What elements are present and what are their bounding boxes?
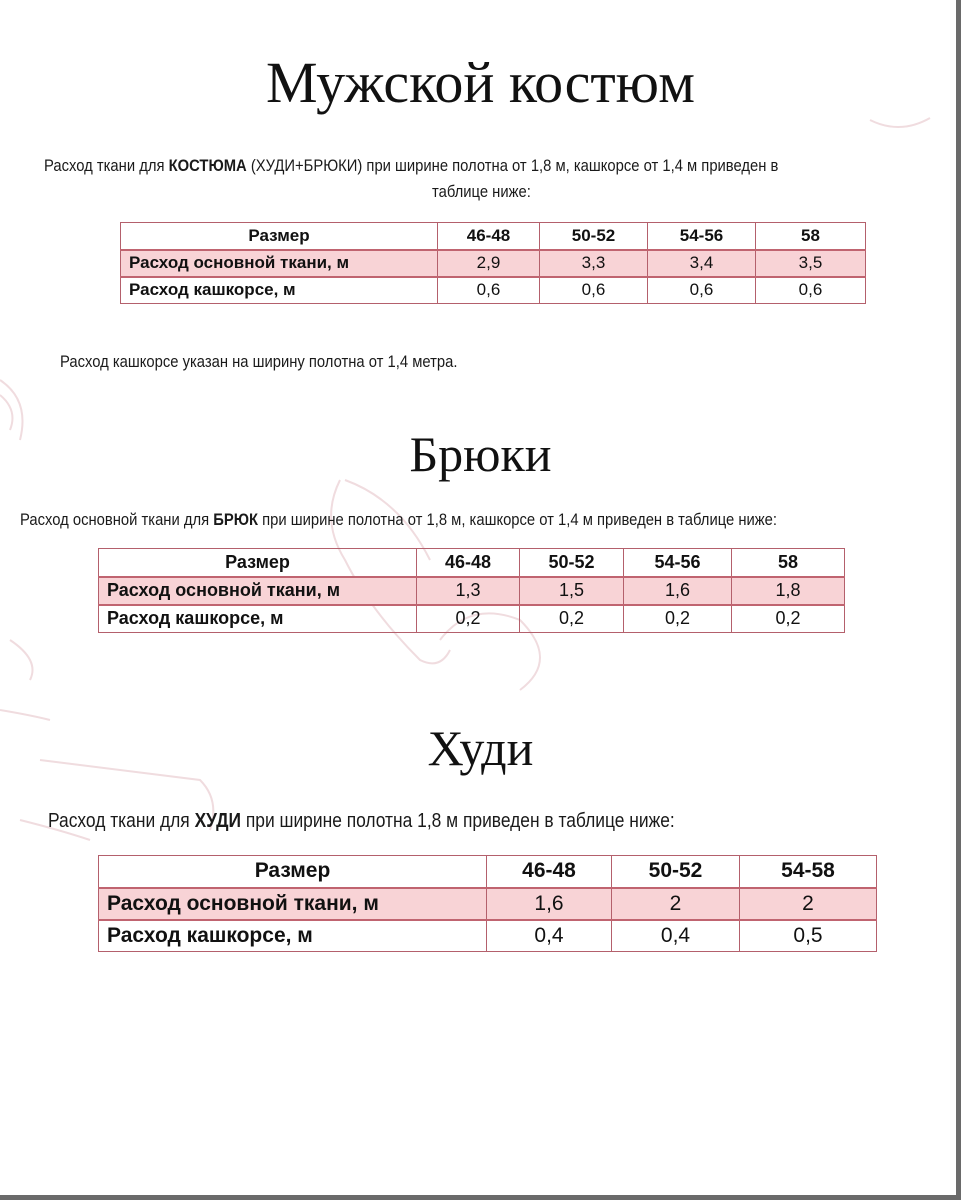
header-size: Размер (99, 856, 487, 888)
cell-value: 0,2 (417, 605, 520, 633)
fabric-table-pants (98, 548, 845, 633)
cell-value: 0,4 (612, 920, 740, 952)
header-size: Размер (121, 223, 438, 250)
cell-value: 0,2 (520, 605, 624, 633)
section-title-pants: Брюки (409, 426, 552, 482)
section-title-suit: Мужской костюм (266, 50, 695, 115)
row-label: Расход кашкорсе, м (99, 605, 417, 633)
header-size-col: 54-58 (740, 856, 877, 888)
cell-value: 0,6 (756, 277, 866, 304)
table-row-main-fabric (99, 888, 877, 920)
cell-value: 3,5 (756, 250, 866, 277)
intro-bold: БРЮК (213, 510, 258, 529)
header-size-col: 58 (732, 549, 845, 577)
header-size-col: 54-56 (624, 549, 732, 577)
header-size-col: 54-56 (648, 223, 756, 250)
intro-bold: КОСТЮМА (168, 156, 247, 175)
intro-text: (ХУДИ+БРЮКИ) при ширине полотна от 1,8 м, кашкорсе от 1,4 м приведен в (246, 156, 779, 175)
header-size-col: 50-52 (540, 223, 648, 250)
cell-value: 2 (612, 888, 740, 920)
row-label: Расход основной ткани, м (99, 888, 487, 920)
cell-value: 0,2 (624, 605, 732, 633)
intro-text: Расход ткани для (48, 810, 195, 832)
table-header-row (99, 549, 845, 577)
header-size-col: 50-52 (520, 549, 624, 577)
cell-value: 0,6 (438, 277, 540, 304)
header-size-col: 58 (756, 223, 866, 250)
cell-value: 0,4 (487, 920, 612, 952)
rib-fabric-note: Расход кашкорсе указан на ширину полотна от 1,4 метра. (60, 352, 458, 371)
table-row-rib-fabric (99, 605, 845, 633)
cell-value: 1,5 (520, 577, 624, 605)
table-row-rib-fabric (99, 920, 877, 952)
header-size-col: 50-52 (612, 856, 740, 888)
cell-value: 0,5 (740, 920, 877, 952)
section-intro-suit-line2: таблице ниже: (432, 182, 531, 201)
intro-text: при ширине полотна 1,8 м приведен в таблице ниже: (241, 810, 675, 832)
table-header-row (121, 223, 866, 250)
header-size-col: 46-48 (417, 549, 520, 577)
cell-value: 2 (740, 888, 877, 920)
cell-value: 0,6 (540, 277, 648, 304)
fabric-table-suit (120, 222, 866, 304)
intro-text: Расход ткани для (44, 156, 169, 175)
row-label: Расход основной ткани, м (99, 577, 417, 605)
cell-value: 3,4 (648, 250, 756, 277)
section-intro-suit (44, 156, 778, 176)
intro-text: Расход основной ткани для (20, 510, 214, 529)
cell-value: 1,6 (624, 577, 732, 605)
cell-value: 1,8 (732, 577, 845, 605)
fabric-table-hoodie (98, 855, 877, 952)
row-label: Расход кашкорсе, м (99, 920, 487, 952)
table-row-main-fabric (121, 250, 866, 277)
header-size-col: 46-48 (487, 856, 612, 888)
intro-bold: ХУДИ (194, 810, 242, 832)
header-size: Размер (99, 549, 417, 577)
cell-value: 1,3 (417, 577, 520, 605)
section-title-hoodie: Худи (427, 720, 534, 776)
section-intro-pants (20, 510, 777, 530)
cell-value: 0,6 (648, 277, 756, 304)
intro-text: при ширине полотна от 1,8 м, кашкорсе от 1,4 м приведен в таблице ниже: (257, 510, 778, 529)
cell-value: 2,9 (438, 250, 540, 277)
section-intro-hoodie (48, 810, 675, 833)
cell-value: 0,2 (732, 605, 845, 633)
cell-value: 1,6 (487, 888, 612, 920)
table-row-rib-fabric (121, 277, 866, 304)
header-size-col: 46-48 (438, 223, 540, 250)
table-row-main-fabric (99, 577, 845, 605)
cell-value: 3,3 (540, 250, 648, 277)
table-header-row (99, 856, 877, 888)
row-label: Расход основной ткани, м (121, 250, 438, 277)
row-label: Расход кашкорсе, м (121, 277, 438, 304)
